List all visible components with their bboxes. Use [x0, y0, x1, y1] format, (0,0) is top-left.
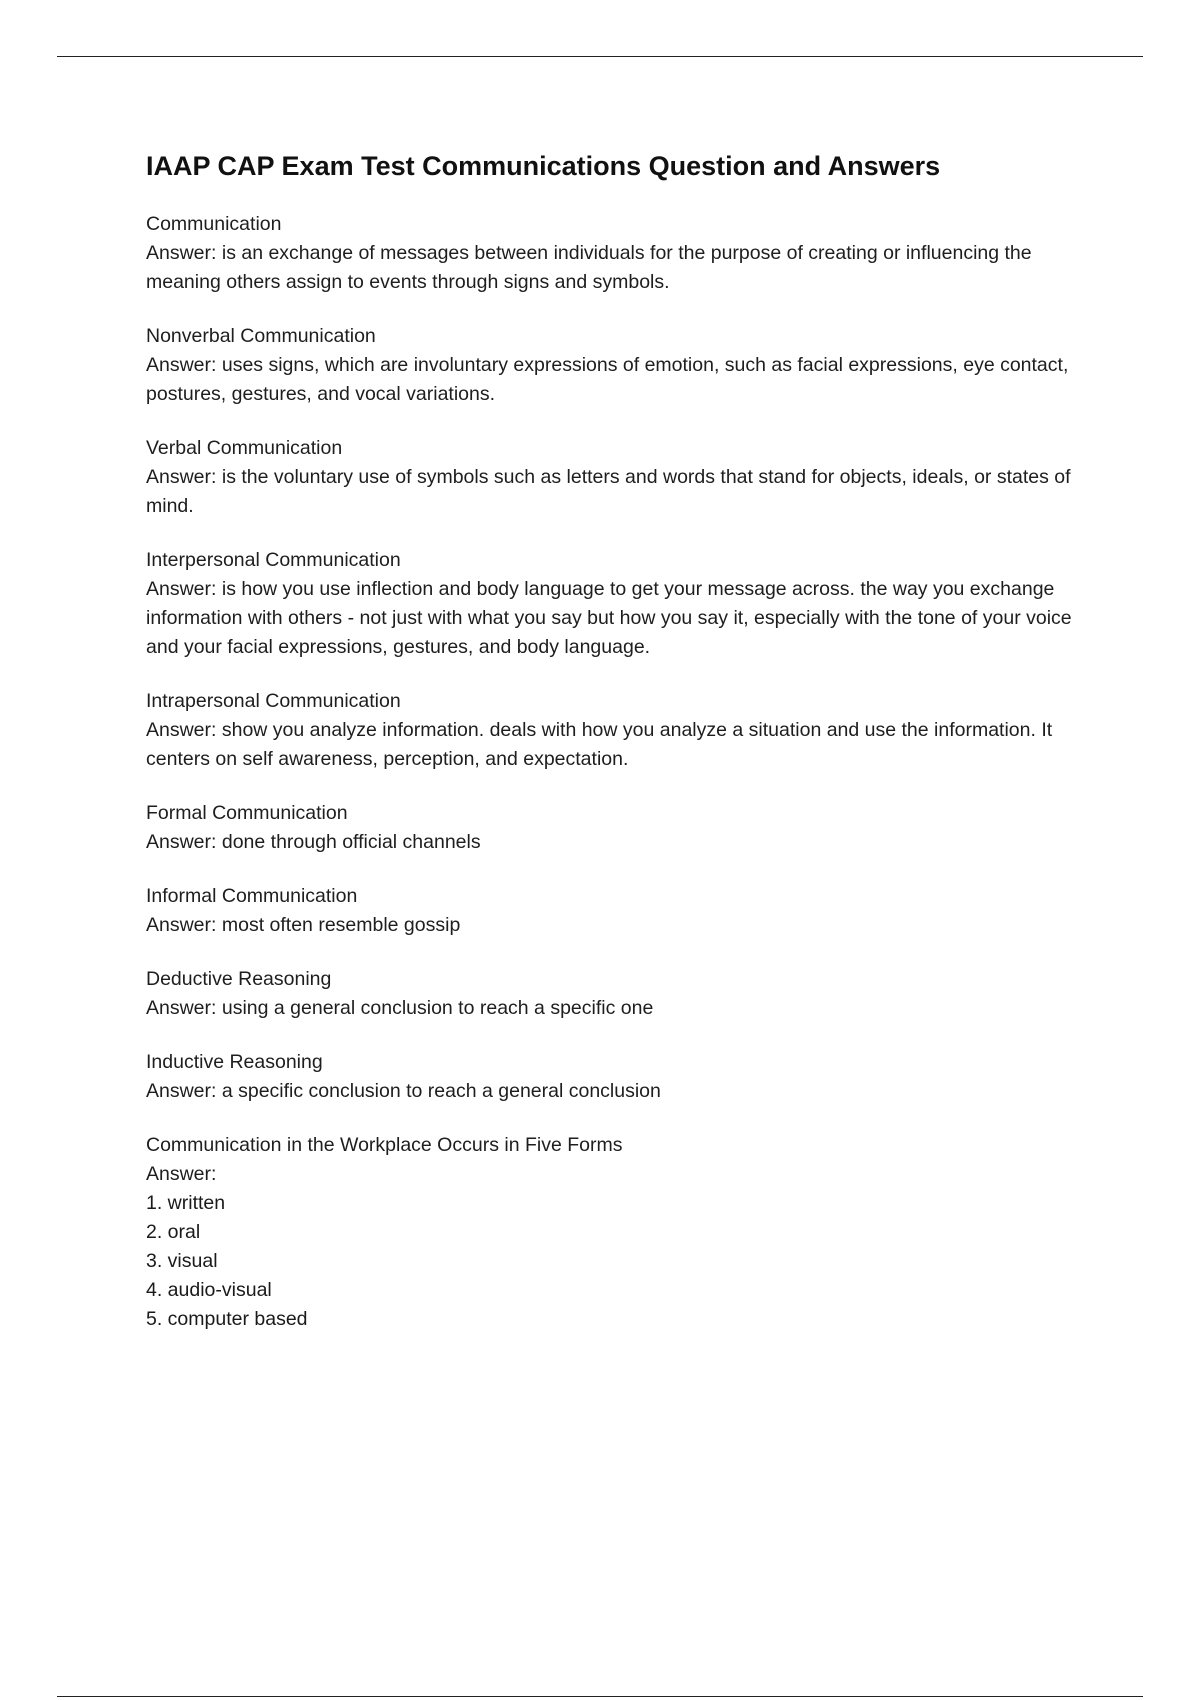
qa-term: Inductive Reasoning [146, 1051, 323, 1073]
list-item: 4. audio-visual [146, 1279, 272, 1301]
list-item: 2. oral [146, 1221, 201, 1243]
qa-answer-label: Answer: [146, 1163, 217, 1185]
qa-term: Communication [146, 213, 282, 235]
qa-term: Communication in the Workplace Occurs in Five Forms [146, 1134, 623, 1156]
qa-answer: Answer: a specific conclusion to reach a general conclusion [146, 1080, 661, 1102]
qa-answer: Answer: is the voluntary use of symbols such as letters and words that stand for objects, ideals, or states of mind. [146, 466, 1071, 517]
qa-entry [146, 799, 1096, 857]
qa-term: Deductive Reasoning [146, 968, 332, 990]
document-title: IAAP CAP Exam Test Communications Question and Answers [146, 151, 941, 181]
qa-entry [146, 1048, 1096, 1106]
footer-rule [57, 1696, 1143, 1697]
qa-entry [146, 965, 1096, 1023]
qa-term: Informal Communication [146, 885, 358, 907]
qa-answer: Answer: done through official channels [146, 831, 481, 853]
list-item: 5. computer based [146, 1308, 308, 1330]
qa-entry [146, 434, 1096, 521]
qa-term: Formal Communication [146, 802, 348, 824]
qa-term: Verbal Communication [146, 437, 343, 459]
qa-term: Interpersonal Communication [146, 549, 401, 571]
qa-entry [146, 687, 1096, 774]
document-body [146, 146, 1096, 1359]
answer-list [146, 1189, 1096, 1334]
header-rule [57, 56, 1143, 57]
qa-list-entry [146, 1131, 1096, 1334]
qa-term: Intrapersonal Communication [146, 690, 401, 712]
qa-answer: Answer: is an exchange of messages between individuals for the purpose of creating or influencing the meaning others assign to events through signs and symbols. [146, 242, 1032, 293]
qa-answer: Answer: show you analyze information. deals with how you analyze a situation and use the information. It centers on self awareness, perception, and expectation. [146, 719, 1053, 770]
qa-entry [146, 546, 1096, 662]
qa-answer: Answer: uses signs, which are involuntary expressions of emotion, such as facial expressions, eye contact, postures, gestures, and vocal variations. [146, 354, 1069, 405]
qa-answer: Answer: is how you use inflection and body language to get your message across. the way you exchange information with others - not just with what you say but how you say it, especially with the tone of your voice and your facial expressions, gestures, and body language. [146, 578, 1072, 658]
qa-entry [146, 322, 1096, 409]
list-item: 1. written [146, 1192, 226, 1214]
list-item: 3. visual [146, 1250, 218, 1272]
qa-entry [146, 882, 1096, 940]
qa-answer: Answer: most often resemble gossip [146, 914, 461, 936]
qa-entry [146, 210, 1096, 297]
qa-answer: Answer: using a general conclusion to reach a specific one [146, 997, 654, 1019]
qa-term: Nonverbal Communication [146, 325, 376, 347]
